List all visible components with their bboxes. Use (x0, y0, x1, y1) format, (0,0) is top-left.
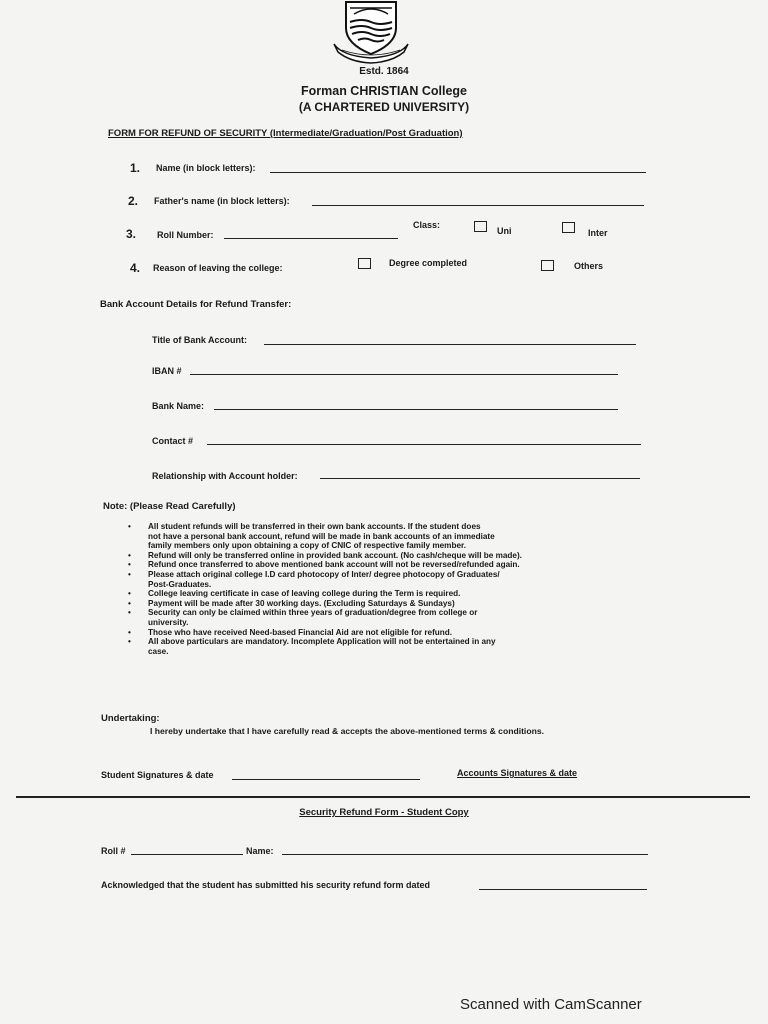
note-item: • College leaving certificate in case of leaving college during the Term is required. (128, 589, 648, 599)
acknowledgement-label: Acknowledged that the student has submitted his security refund form dated (101, 880, 431, 890)
undertaking-text: I hereby undertake that I have carefully read & accepts the above-mentioned terms & conditions. (150, 726, 544, 736)
degree-completed-checkbox[interactable] (358, 258, 371, 269)
roll-number-label: Roll Number: (157, 230, 214, 240)
class-uni-label: Uni (497, 226, 512, 236)
note-item: • Refund once transferred to above mentioned bank account will not be reversed/refunded again. (128, 560, 648, 570)
note-item: • Please attach original college I.D card photocopy of Inter/ degree photocopy of Graduates/ (128, 570, 648, 580)
college-name: Forman CHRISTIAN College (301, 84, 467, 98)
note-item-continuation: case. (148, 646, 169, 656)
q3-number: 3. (126, 227, 137, 241)
degree-completed-label: Degree completed (389, 258, 468, 268)
established-year: Estd. 1864 (359, 66, 409, 77)
notes-list (128, 522, 648, 656)
note-item-continuation: family members only upon obtaining a copy of CNIC of respective family member. (148, 541, 467, 551)
q4-number: 4. (130, 261, 141, 275)
iban-label: IBAN # (152, 366, 182, 376)
iban-line[interactable] (190, 374, 618, 375)
camscanner-watermark: Scanned with CamScanner (460, 996, 642, 1013)
reason-label: Reason of leaving the college: (153, 263, 283, 273)
student-signature-label: Student Signatures & date (101, 770, 214, 780)
copy-name-line[interactable] (282, 854, 648, 855)
bank-account-title-label: Title of Bank Account: (152, 335, 248, 345)
copy-roll-line[interactable] (131, 854, 243, 855)
college-crest-logo (332, 0, 410, 64)
undertaking-heading: Undertaking: (101, 713, 160, 724)
accounts-signature-label: Accounts Signatures & date (457, 768, 578, 778)
fathers-name-field-line[interactable] (312, 205, 644, 206)
note-item: • Refund will only be transferred online in provided bank account. (No cash/cheque will be made). (128, 551, 648, 561)
name-field-line[interactable] (270, 172, 646, 173)
name-label: Name (in block letters): (156, 163, 256, 173)
form-title: FORM FOR REFUND OF SECURITY (Intermediate/Graduation/Post Graduation) (108, 128, 463, 139)
q1-number: 1. (130, 161, 141, 175)
note-heading: Note: (Please Read Carefully) (103, 501, 236, 512)
relationship-line[interactable] (320, 478, 640, 479)
bank-details-heading: Bank Account Details for Refund Transfer: (100, 299, 292, 310)
q2-number: 2. (128, 194, 139, 208)
note-item-continuation: not have a personal bank account, refund will be made in bank accounts of an immediate (148, 531, 495, 541)
cut-divider (16, 796, 750, 798)
bank-name-line[interactable] (214, 409, 618, 410)
student-copy-title: Security Refund Form - Student Copy (299, 807, 469, 818)
copy-roll-label: Roll # (101, 846, 126, 856)
note-item: • Those who have received Need-based Financial Aid are not eligible for refund. (128, 628, 648, 638)
bank-name-label: Bank Name: (152, 401, 205, 411)
note-item-continuation: university. (148, 617, 189, 627)
note-item: • All above particulars are mandatory. Incomplete Application will not be entertained in any (128, 637, 648, 647)
class-inter-label: Inter (588, 228, 608, 238)
others-label: Others (574, 261, 604, 271)
roll-number-field-line[interactable] (224, 238, 398, 239)
note-item-continuation: Post-Graduates. (148, 579, 212, 589)
others-checkbox[interactable] (541, 260, 554, 271)
class-uni-checkbox[interactable] (474, 221, 487, 232)
college-charter: (A CHARTERED UNIVERSITY) (298, 100, 470, 114)
relationship-label: Relationship with Account holder: (152, 471, 298, 481)
student-signature-line[interactable] (232, 779, 420, 780)
note-item: • Security can only be claimed within three years of graduation/degree from college or (128, 608, 648, 618)
class-inter-checkbox[interactable] (562, 222, 575, 233)
contact-label: Contact # (152, 436, 194, 446)
note-item: • Payment will be made after 30 working days. (Excluding Saturdays & Sundays) (128, 599, 648, 609)
bank-account-title-line[interactable] (264, 344, 636, 345)
fathers-name-label: Father's name (in block letters): (154, 196, 290, 206)
acknowledgement-date-line[interactable] (479, 889, 647, 890)
class-label: Class: (413, 220, 441, 230)
copy-name-label: Name: (246, 846, 274, 856)
contact-line[interactable] (207, 444, 641, 445)
note-item: • All student refunds will be transferred in their own bank accounts. If the student does (128, 522, 648, 532)
